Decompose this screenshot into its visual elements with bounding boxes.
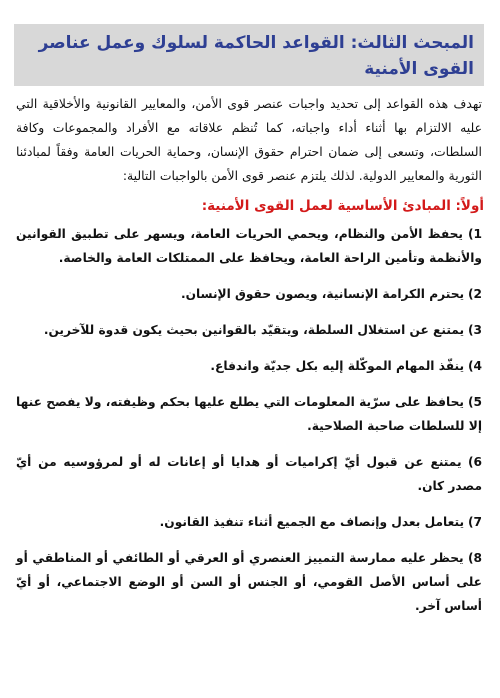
item-number: 5) bbox=[467, 395, 482, 409]
item-text: يمتنع عن استغلال السلطة، ويتقيّد بالقوانين بحيث يكون قدوة للآخرين. bbox=[43, 323, 465, 337]
item-number: 4) bbox=[467, 359, 482, 373]
item-number: 6) bbox=[467, 455, 483, 469]
list-item bbox=[16, 510, 482, 534]
list-item bbox=[16, 546, 482, 618]
section-heading bbox=[14, 24, 484, 86]
item-text: يحافظ على سرّية المعلومات التي يطلع عليها بحكم وظيفته، ولا يفصح عنها إلا للسلطات صاحبة الصلاحية. bbox=[16, 395, 482, 433]
list-item bbox=[16, 354, 482, 378]
principles-list bbox=[14, 222, 484, 618]
item-text: يحظر عليه ممارسة التمييز العنصري أو العرقي أو الطائفي أو المناطقي أو على أساس الأصل القومي، أو الجنس أو السن أو الوضع الاجتماعي، أو أيّ أساس آخر. bbox=[16, 551, 482, 613]
item-text: ينفّذ المهام الموكّلة إليه بكل جديّة واندفاع. bbox=[210, 359, 465, 373]
list-item bbox=[16, 390, 482, 438]
list-item bbox=[16, 282, 482, 306]
item-number: 3) bbox=[467, 323, 482, 337]
list-item bbox=[16, 222, 482, 270]
item-number: 8) bbox=[467, 551, 482, 565]
section-heading-text: المبحث الثالث: القواعد الحاكمة لسلوك وعمل عناصر القوى الأمنية bbox=[38, 33, 474, 79]
intro-paragraph: تهدف هذه القواعد إلى تحديد واجبات عنصر قوى الأمن، والمعايير القانونية والأخلاقية التي عليه الالتزام بها أثناء أداء واجباته، كما تُنظم علاقاته مع الأفراد والمجموعات وكافة السلطات، وتسعى إلى ضمان احترام حقوق الإنسان، وحماية الحريات العامة وفقاً لمبادئنا الثورية والمعايير الدولية. لذلك يلتزم عنصر قوى الأمن بالواجبات التالية: bbox=[16, 96, 482, 183]
list-item bbox=[16, 318, 482, 342]
item-text: يمتنع عن قبول أيّ إكراميات أو هدايا أو إعانات له أو لمرؤوسيه من أيّ مصدر كان. bbox=[16, 455, 482, 493]
principles-subheading: أولاً: المبادئ الأساسية لعمل القوى الأمنية: bbox=[201, 198, 484, 214]
item-number: 1) bbox=[467, 227, 483, 241]
item-text: يحترم الكرامة الإنسانية، ويصون حقوق الإنسان. bbox=[180, 287, 465, 301]
item-text: يتعامل بعدل وإنصاف مع الجميع أثناء تنفيذ القانون. bbox=[159, 515, 465, 529]
item-number: 7) bbox=[467, 515, 482, 529]
item-number: 2) bbox=[467, 287, 482, 301]
item-text: يحفظ الأمن والنظام، ويحمي الحريات العامة، ويسهر على تطبيق القوانين والأنظمة وتأمين الراحة العامة، ويحافظ على الممتلكات العامة والخاصة. bbox=[16, 227, 482, 265]
list-item bbox=[16, 450, 482, 498]
